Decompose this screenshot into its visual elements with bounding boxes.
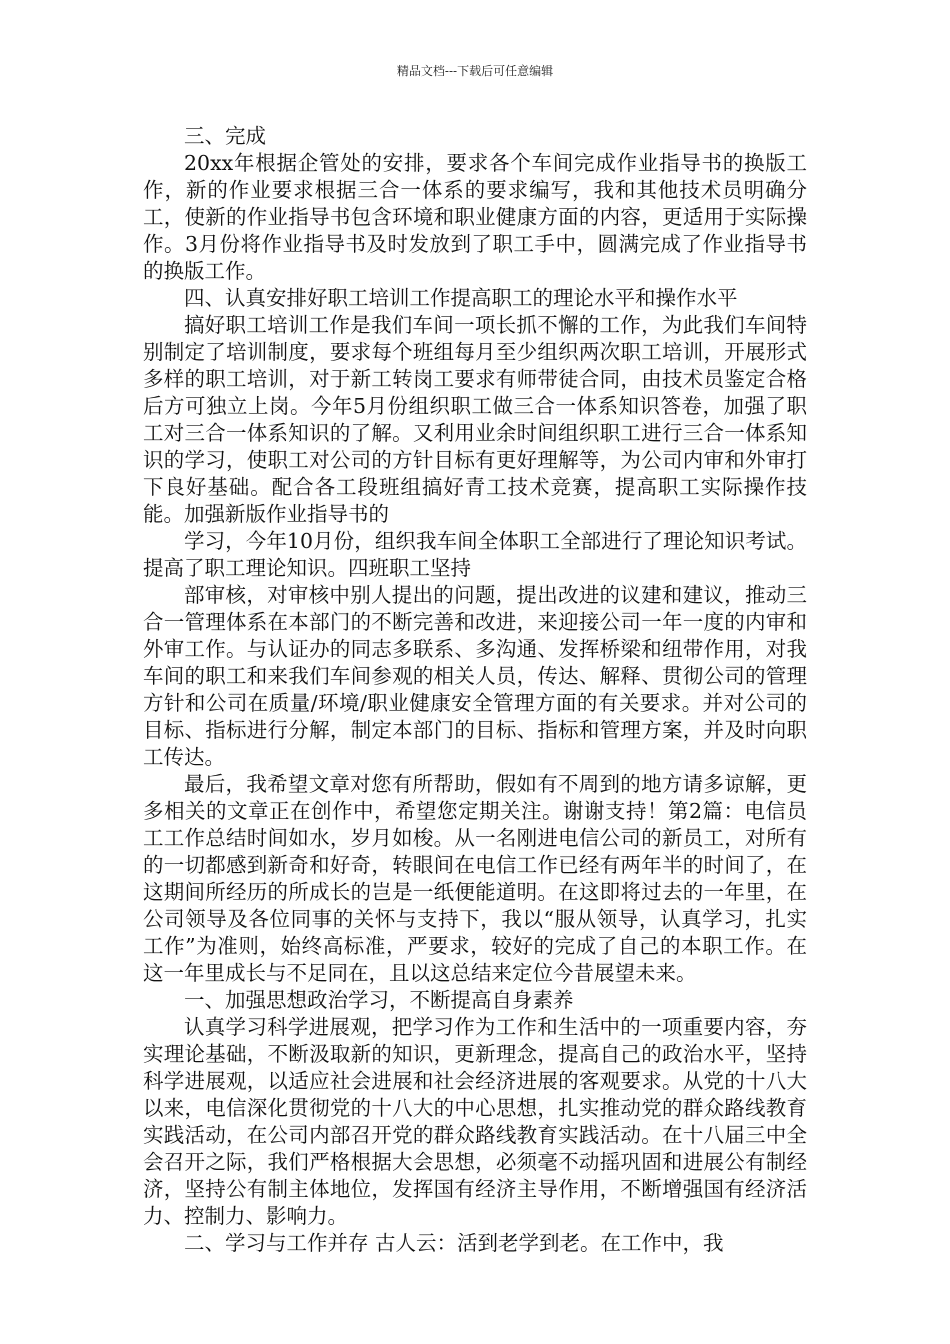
section-heading-complete: 三、完成 [184, 124, 266, 148]
document-body [143, 123, 807, 1257]
paragraph-closing-and-telecom-summary: 最后，我希望文章对您有所帮助，假如有不周到的地方请多谅解，更多相关的文章正在创作中，希望您定期关注。谢谢支持！第2篇：电信员工工作总结时间如水，岁月如梭。从一名刚进电信公司的新员工，对所有的一切都感到新奇和好奇，转眼间在电信工作已经有两年半的时间了，在这期间所经历的所成长的岂是一纸便能道明。在这即将过去的一年里，在公司领导及各位同事的关怀与支持下，我以“服从领导，认真学习，扎实工作”为准则，始终高标准，严要求，较好的完成了自己的本职工作。在这一年里成长与不足同在，且以这总结来定位今昔展望未来。 [143, 772, 807, 985]
paragraph-study-exam: 学习，今年10月份，组织我车间全体职工全部进行了理论知识考试。提高了职工理论知识。四班职工坚持 [143, 529, 807, 580]
paragraph-training: 搞好职工培训工作是我们车间一项长抓不懈的工作，为此我们车间特别制定了培训制度，要求每个班组每月至少组织两次职工培训，开展形式多样的职工培训，对于新工转岗工要求有师带徒合同，由技术员鉴定合格后方可独立上岗。今年5月份组织职工做三合一体系知识答卷，加强了职工对三合一体系知识的了解。又利用业余时间组织职工进行三合一体系知识的学习，使职工对公司的方针目标有更好理解等，为公司内审和外审打下良好基础。配合各工段班组搞好青工技术竞赛，提高职工实际操作技能。加强新版作业指导书的 [143, 313, 807, 526]
paragraph-audit: 部审核，对审核中别人提出的问题，提出改进的议建和建议，推动三合一管理体系在本部门的不断完善和改进，来迎接公司一年一度的内审和外审工作。与认证办的同志多联系、多沟通、发挥桥梁和纽带作用，对我车间的职工和来我们车间参观的相关人员，传达、解释、贯彻公司的管理方针和公司在质量/环境/职业健康安全管理方面的有关要求。并对公司的目标、指标进行分解，制定本部门的目标、指标和管理方案，并及时向职工传达。 [143, 583, 807, 769]
section-heading-training: 四、认真安排好职工培训工作提高职工的理论水平和操作水平 [184, 286, 738, 310]
paragraph-political-study: 认真学习科学进展观，把学习作为工作和生活中的一项重要内容，夯实理论基础，不断汲取新的知识，更新理念，提高自己的政治水平，坚持科学进展观，以适应社会进展和社会经济进展的客观要求。从党的十八大以来，电信深化贯彻党的十八大的中心思想，扎实推动党的群众路线教育实践活动，在公司内部召开党的群众路线教育实践活动。在十八届三中全会召开之际，我们严格根据大会思想，必须毫不动摇巩固和进展公有制经济，坚持公有制主体地位，发挥国有经济主导作用，不断增强国有经济活力、控制力、影响力。 [143, 1015, 807, 1228]
page-header: 精品文档---下载后可任意编辑 [396, 64, 554, 78]
section-heading-study-and-work: 二、学习与工作并存 古人云：活到老学到老。在工作中，我 [184, 1231, 724, 1255]
paragraph-manual-revision: 20xx年根据企管处的安排，要求各个车间完成作业指导书的换版工作，新的作业要求根据三合一体系的要求编写，我和其他技术员明确分工，使新的作业指导书包含环境和职业健康方面的内容，更适用于实际操作。3月份将作业指导书及时发放到了职工手中，圆满完成了作业指导书的换版工作。 [143, 151, 807, 283]
section-heading-political-study: 一、加强思想政治学习，不断提高自身素养 [184, 988, 574, 1012]
